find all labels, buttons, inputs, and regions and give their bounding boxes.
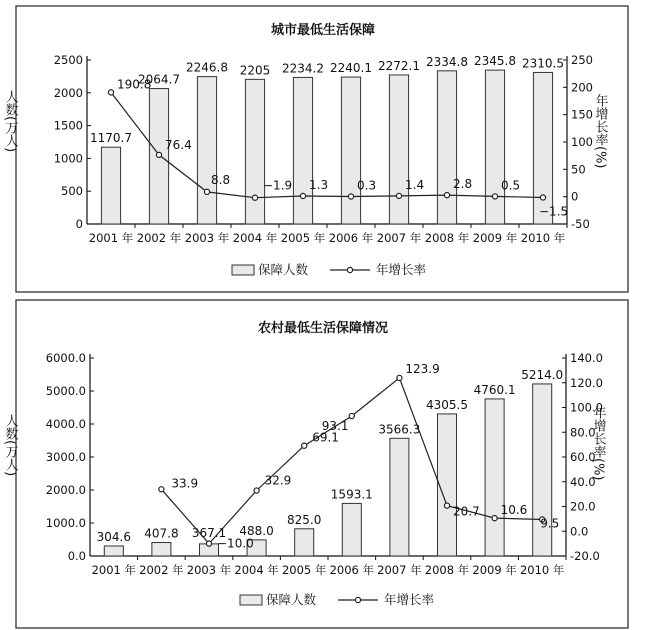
chart-panel-urban <box>0 0 646 296</box>
right-tick-label: -50 <box>571 217 590 231</box>
bar <box>101 147 120 224</box>
left-tick-label: 0 <box>75 217 83 231</box>
right-tick-label: 60.0 <box>570 450 596 464</box>
bar <box>389 75 408 224</box>
growth-rate-point <box>540 195 545 200</box>
bar-value-label: 2272.1 <box>378 58 420 73</box>
bar <box>485 70 504 224</box>
growth-rate-label: 2.8 <box>453 177 473 192</box>
bar-value-label: 2310.5 <box>522 56 564 71</box>
chart-title: 农村最低生活保障情况 <box>257 321 389 336</box>
x-tick-label: 2005 年 <box>280 231 326 245</box>
left-tick-label: 5000.0 <box>45 384 86 398</box>
right-tick-label: 140.0 <box>570 351 603 365</box>
growth-rate-point <box>204 189 209 194</box>
growth-rate-point <box>397 375 402 380</box>
left-tick-label: 1000.0 <box>45 516 86 530</box>
growth-rate-label: −1.5 <box>539 204 569 219</box>
right-tick-label: 100.0 <box>570 400 603 415</box>
growth-rate-label: 33.9 <box>171 476 199 491</box>
growth-rate-point <box>444 193 449 198</box>
legend-bar-label: 保障人数 <box>258 262 309 277</box>
growth-rate-label: 32.9 <box>264 473 292 488</box>
growth-rate-point <box>492 194 497 199</box>
growth-rate-point <box>252 195 257 200</box>
right-tick-label: 150 <box>571 107 593 122</box>
x-tick-label: 2004 年 <box>232 231 278 245</box>
left-axis-title: 人数(万人) <box>2 90 18 153</box>
x-tick-label: 2008 年 <box>424 563 470 577</box>
bar <box>152 543 171 556</box>
bar-value-label: 3566.3 <box>378 422 421 437</box>
right-tick-label: 40.0 <box>570 474 596 489</box>
growth-rate-label: 20.7 <box>453 504 480 519</box>
left-tick-label: 0.0 <box>67 549 86 563</box>
growth-rate-label: 0.3 <box>357 178 377 193</box>
growth-rate-point <box>492 516 497 521</box>
bar <box>342 503 361 556</box>
bar <box>437 71 456 224</box>
growth-rate-label: 9.5 <box>540 516 560 531</box>
bar-value-label: 2240.1 <box>330 61 372 76</box>
bar <box>437 414 456 556</box>
bar <box>197 77 216 224</box>
bar-value-label: 2205 <box>239 63 271 78</box>
growth-rate-label: 69.1 <box>312 430 339 445</box>
growth-rate-label: 0.5 <box>501 178 521 193</box>
bar <box>390 438 409 556</box>
bar <box>295 529 314 556</box>
growth-rate-point <box>302 443 307 448</box>
right-axis-title: 年增长率(%) <box>590 406 606 481</box>
growth-rate-label: 76.4 <box>165 137 192 152</box>
left-axis-title: 人数(万人) <box>2 414 18 477</box>
x-tick-label: 2002 年 <box>139 563 184 577</box>
x-tick-label: 2009 年 <box>472 563 517 577</box>
x-tick-label: 2008 年 <box>424 231 470 245</box>
bar-value-label: 2334.8 <box>426 54 468 69</box>
right-tick-label: 50 <box>571 162 586 177</box>
bar-value-label: 4305.5 <box>426 397 468 412</box>
growth-rate-point <box>300 193 305 198</box>
x-tick-label: 2001 年 <box>88 231 134 245</box>
legend-line-label: 年增长率 <box>384 592 435 607</box>
bar-value-label: 4760.1 <box>473 382 516 397</box>
bar-value-label: 304.6 <box>96 529 131 544</box>
bar <box>533 72 552 224</box>
growth-rate-point <box>396 193 401 198</box>
left-tick-label: 1000 <box>53 151 83 166</box>
bar-value-label: 2246.8 <box>186 60 228 75</box>
growth-rate-point <box>254 488 259 493</box>
bar <box>485 399 504 556</box>
bar-value-label: 1170.7 <box>90 131 132 146</box>
chart-rural <box>0 298 646 630</box>
x-tick-label: 2009 年 <box>472 231 518 245</box>
growth-rate-point <box>206 541 211 546</box>
bar-value-label: 407.8 <box>144 526 179 541</box>
bar-value-label: 1593.1 <box>330 487 373 502</box>
right-tick-label: 100 <box>571 135 593 149</box>
growth-rate-label: −1.9 <box>263 178 293 193</box>
growth-rate-label: 1.3 <box>309 177 329 192</box>
growth-rate-point <box>348 194 353 199</box>
bar <box>341 77 360 224</box>
x-tick-label: 2003 年 <box>184 231 230 245</box>
x-tick-label: 2001 年 <box>91 563 137 577</box>
growth-rate-label: 8.8 <box>211 172 231 187</box>
x-tick-label: 2010 年 <box>519 563 565 577</box>
left-tick-label: 4000.0 <box>45 417 86 431</box>
x-tick-label: 2005 年 <box>281 563 327 577</box>
x-tick-label: 2002 年 <box>136 231 182 245</box>
growth-rate-point <box>108 90 113 95</box>
left-tick-label: 500 <box>61 184 83 199</box>
right-tick-label: 20.0 <box>570 499 596 514</box>
growth-rate-point <box>156 152 161 157</box>
legend-bar-swatch <box>232 265 254 275</box>
right-tick-label: 200 <box>571 80 593 95</box>
x-tick-label: 2004 年 <box>234 563 279 577</box>
bar <box>293 77 312 224</box>
x-tick-label: 2010 年 <box>520 231 566 245</box>
x-tick-label: 2007 年 <box>376 231 422 245</box>
x-tick-label: 2006 年 <box>328 231 374 245</box>
right-tick-label: 0.0 <box>570 524 589 539</box>
left-tick-label: 2500 <box>53 53 83 67</box>
growth-rate-label: 123.9 <box>405 361 440 376</box>
growth-rate-label: 10.6 <box>500 503 528 518</box>
legend-bar-swatch <box>240 595 262 605</box>
right-tick-label: 0 <box>571 189 579 204</box>
legend-bar-label: 保障人数 <box>266 592 317 607</box>
growth-rate-point <box>159 487 164 492</box>
bar <box>245 79 264 224</box>
right-tick-label: -20.0 <box>570 549 600 563</box>
x-tick-label: 2003 年 <box>186 563 232 577</box>
chart-urban <box>0 0 646 296</box>
bar-value-label: 488.0 <box>239 523 274 538</box>
bar-value-label: 5214.0 <box>521 367 564 382</box>
legend-line-label: 年增长率 <box>376 262 427 277</box>
x-tick-label: 2006 年 <box>329 563 375 577</box>
legend-line-marker <box>355 597 360 602</box>
left-tick-label: 2000 <box>53 85 83 100</box>
growth-rate-label: 1.4 <box>405 177 425 192</box>
bar-value-label: 367.1 <box>191 525 227 540</box>
growth-rate-label: −10.0 <box>217 536 254 551</box>
left-tick-label: 2000.0 <box>45 483 86 497</box>
right-tick-label: 80.0 <box>570 425 596 440</box>
growth-rate-label: 190.8 <box>117 77 152 92</box>
right-axis-title: 年增长率(%) <box>592 94 608 169</box>
left-tick-label: 6000.0 <box>45 351 86 365</box>
chart-title: 城市最低生活保障 <box>270 23 376 38</box>
growth-rate-point <box>349 413 354 418</box>
right-tick-label: 250 <box>571 53 593 67</box>
bar <box>104 546 123 556</box>
x-tick-label: 2007 年 <box>377 563 422 577</box>
bar-value-label: 2234.2 <box>282 61 324 76</box>
bar-value-label: 2064.7 <box>138 72 180 87</box>
right-tick-label: 120.0 <box>570 375 603 390</box>
growth-rate-point <box>444 503 449 508</box>
legend-line-marker <box>347 267 352 272</box>
growth-rate-label: 93.1 <box>321 419 349 434</box>
chart-panel-rural <box>0 298 646 630</box>
left-tick-label: 3000.0 <box>45 450 86 464</box>
left-tick-label: 1500 <box>53 118 83 133</box>
bar-value-label: 2345.8 <box>474 54 516 69</box>
bar-value-label: 825.0 <box>287 512 322 527</box>
